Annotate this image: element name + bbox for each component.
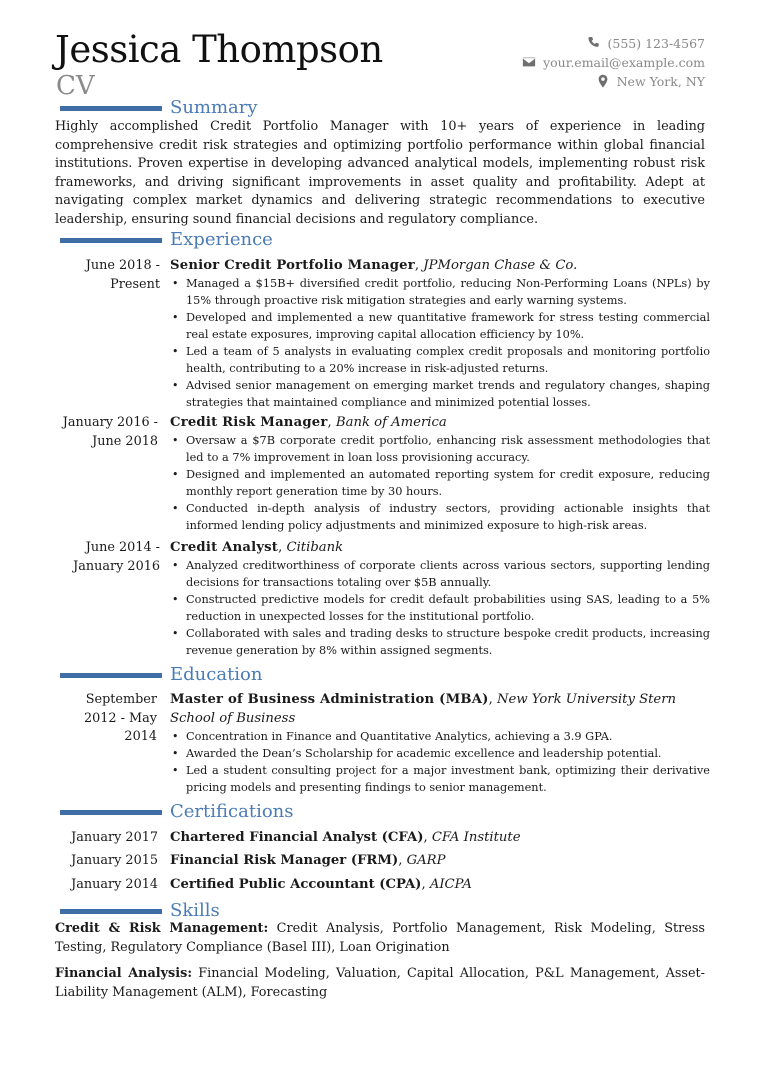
bullet-item: • Constructed predictive models for credit default probabilities using SAS, leading to a 5% reduction in unexpected losses for the institutional portfolio.	[170, 591, 710, 625]
skill-list: Financial Modeling, Valuation, Capital Allocation, P&L Management, Asset-Liability Management (ALM), Forecasting	[55, 966, 705, 1000]
section-title: Education	[170, 664, 263, 685]
envelope-icon	[522, 55, 536, 69]
summary-text: Highly accomplished Credit Portfolio Manager with 10+ years of experience in leading comprehensive credit risk strategies and optimizing portfolio performance within global financial institutions. Proven expertise in developing advanced analytical models, implementing robust risk frameworks, and driving significant improvements in asset quality and profitability. Adept at navigating complex market dynamics and delivering strategic recommendations to executive leadership, ensuring sound financial decisions and regulatory compliance.	[55, 119, 705, 227]
entry-body	[170, 413, 710, 534]
cert-line: Certified Public Accountant (CPA), AICPA	[170, 877, 472, 892]
bullet-item: • Awarded the Dean’s Scholarship for academic excellence and leadership potential.	[170, 745, 710, 762]
cert-line: Financial Risk Manager (FRM), GARP	[170, 853, 446, 868]
bullet-item: • Conducted in-depth analysis of industry sectors, providing actionable insights that informed lending policy adjustments and minimized exposure to high-risk areas.	[170, 500, 710, 534]
bullet-item: • Analyzed creditworthiness of corporate clients across various sectors, supporting lending decisions for transactions totaling over $5B annually.	[170, 557, 710, 591]
location-text: New York, NY	[616, 74, 705, 89]
employer: JPMorgan Chase & Co.	[423, 258, 578, 273]
section-accent-bar	[60, 238, 162, 243]
employer: Citibank	[286, 540, 344, 555]
contact-phone	[522, 34, 705, 53]
skill-group	[55, 919, 705, 957]
entry-headline: Credit Analyst, Citibank	[170, 540, 344, 555]
entry-headline: Senior Credit Portfolio Manager, JPMorgan Chase & Co.	[170, 258, 578, 273]
entry-date: June 2014 - January 2016	[73, 540, 160, 574]
certification-row	[55, 875, 705, 895]
bullet-item: • Developed and implemented a new quantitative framework for stress testing commercial real estate exposures, improving capital allocation efficiency by 10%.	[170, 309, 710, 343]
bullet-list	[170, 275, 710, 411]
phone-icon	[587, 36, 601, 50]
document-subtitle: CV	[56, 71, 95, 101]
cert-name: Certified Public Accountant (CPA)	[170, 877, 422, 892]
cert-issuer: AICPA	[429, 877, 472, 892]
cert-issuer: CFA Institute	[431, 830, 521, 845]
section-accent-bar	[60, 106, 162, 111]
email-text[interactable]: your.email@example.com	[543, 55, 705, 70]
contact-location	[522, 72, 705, 91]
candidate-name: Jessica Thompson	[55, 28, 383, 71]
entry-body	[170, 256, 710, 411]
bullet-list	[170, 432, 710, 534]
cert-date: January 2014	[71, 877, 158, 892]
entry-date: June 2018 - Present	[85, 258, 160, 292]
cert-date: January 2015	[71, 853, 158, 868]
entry-date: September 2012 - May 2014	[84, 692, 157, 744]
section-title: Summary	[170, 97, 258, 118]
section-accent-bar	[60, 673, 162, 678]
skill-label: Financial Analysis:	[55, 966, 193, 981]
entry-headline: Credit Risk Manager, Bank of America	[170, 415, 447, 430]
bullet-item: • Managed a $15B+ diversified credit portfolio, reducing Non-Performing Loans (NPLs) by 15% through proactive risk mitigation strategies and early warning systems.	[170, 275, 710, 309]
cert-name: Financial Risk Manager (FRM)	[170, 853, 399, 868]
skill-group	[55, 964, 705, 1002]
cert-name: Chartered Financial Analyst (CFA)	[170, 830, 424, 845]
bullet-item: • Oversaw a $7B corporate credit portfolio, enhancing risk assessment methodologies that led to a 7% improvement in loan loss provisioning accuracy.	[170, 432, 710, 466]
entry-body	[170, 538, 710, 659]
job-title: Credit Analyst	[170, 540, 279, 555]
bullet-item: • Designed and implemented an automated reporting system for credit exposure, reducing monthly report generation time by 30 hours.	[170, 466, 710, 500]
section-accent-bar	[60, 909, 162, 914]
entry-body	[170, 691, 710, 796]
cert-line: Chartered Financial Analyst (CFA), CFA Institute	[170, 830, 521, 845]
bullet-item: • Advised senior management on emerging market trends and regulatory changes, shaping strategies that maintained compliance and minimized potential losses.	[170, 377, 710, 411]
entry-headline: Master of Business Administration (MBA), New York University Stern School of Business	[170, 692, 677, 726]
section-title: Certifications	[170, 801, 294, 822]
job-title: Senior Credit Portfolio Manager	[170, 258, 415, 273]
bullet-list	[170, 728, 710, 796]
bullet-item: • Concentration in Finance and Quantitative Analytics, achieving a 3.9 GPA.	[170, 728, 710, 745]
section-title: Experience	[170, 229, 273, 250]
certification-row	[55, 851, 705, 871]
contact-email	[522, 53, 705, 72]
phone-text[interactable]: (555) 123-4567	[607, 36, 705, 51]
section-accent-bar	[60, 810, 162, 815]
bullet-item: • Led a team of 5 analysts in evaluating complex credit proposals and monitoring portfolio health, contributing to a 20% increase in risk-adjusted returns.	[170, 343, 710, 377]
certification-row	[55, 828, 705, 848]
section-title: Skills	[170, 900, 220, 921]
degree-name: Master of Business Administration (MBA)	[170, 692, 489, 707]
bullet-item: • Led a student consulting project for a major investment bank, optimizing their derivative pricing models and presenting findings to senior management.	[170, 762, 710, 796]
skill-label: Credit & Risk Management:	[55, 921, 269, 936]
map-marker-icon	[596, 74, 610, 88]
cert-issuer: GARP	[406, 853, 446, 868]
entry-date: January 2016 - June 2018	[62, 415, 158, 449]
skill-list: Credit Analysis, Portfolio Management, Risk Modeling, Stress Testing, Regulatory Compliance (Basel III), Loan Origination	[55, 921, 705, 955]
bullet-item: • Collaborated with sales and trading desks to structure bespoke credit products, increasing revenue generation by 8% within assigned segments.	[170, 625, 710, 659]
bullet-list	[170, 557, 710, 659]
cert-date: January 2017	[71, 830, 158, 845]
school-name: New York University Stern School of Business	[170, 692, 677, 726]
job-title: Credit Risk Manager	[170, 415, 328, 430]
contact-block	[522, 34, 705, 91]
employer: Bank of America	[335, 415, 447, 430]
